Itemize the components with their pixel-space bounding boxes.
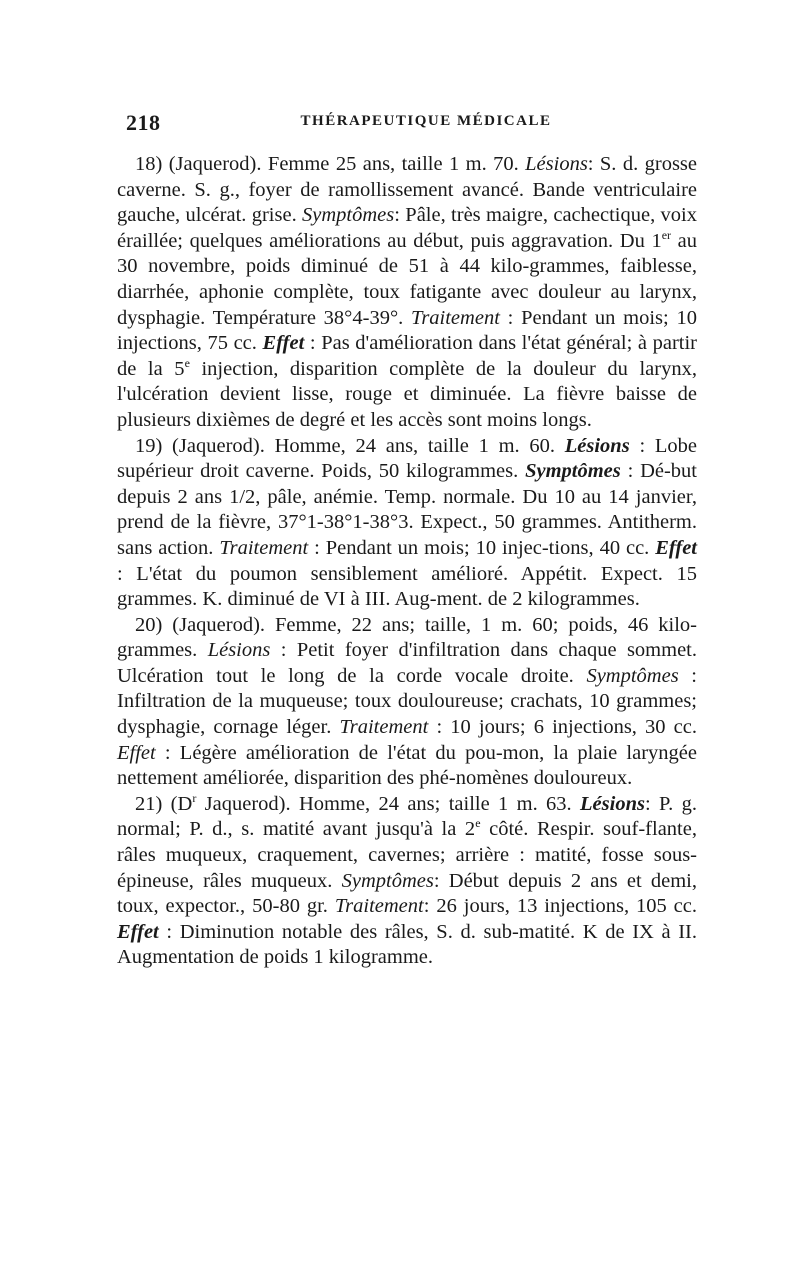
running-head: THÉRAPEUTIQUE MÉDICALE: [300, 113, 552, 129]
body-text: [117, 152, 697, 971]
traitement-label: Traitement: [219, 536, 309, 559]
case-text: : Pas d'amélioration dans l'état général; à partir de la 5: [117, 332, 698, 380]
case-text: : Pendant un mois; 10 injections, 75 cc.: [117, 306, 697, 355]
case-20: [117, 613, 697, 792]
case-18: [117, 152, 697, 434]
superscript: er: [661, 227, 672, 242]
case-text: : 26 jours, 13 injections, 105 cc.: [423, 895, 698, 918]
case-text: : Début depuis 2 ans et demi, toux, expector., 50-80 gr.: [117, 869, 697, 918]
traitement-label: Traitement: [339, 716, 429, 739]
case-text: : Lobe supérieur droit caverne. Poids, 50 kilogrammes.: [117, 434, 697, 483]
page-header: [126, 110, 696, 140]
superscript: e: [475, 816, 481, 831]
case-19: [117, 434, 697, 613]
case-text: : S. d. grosse caverne. S. g., foyer de ramollissement avancé. Bande ventriculaire gauche, ulcérat. grise.: [117, 153, 697, 227]
case-text: 20) (Jaquerod). Femme, 22 ans; taille, 1 m. 60; poids, 46 kilo-grammes.: [117, 613, 697, 662]
symptomes-label: Symptômes: [341, 869, 434, 892]
case-text: 19) (Jaquerod). Homme, 24 ans, taille 1 m. 60.: [135, 434, 565, 457]
symptomes-label: Symptômes: [525, 460, 621, 483]
case-text: : Petit foyer d'infiltration dans chaque sommet. Ulcération tout le long de la corde vocale droite.: [117, 639, 697, 687]
case-text: injection, disparition complète de la douleur du larynx, l'ulcération devient lisse, rouge et diminuée. La fièvre baisse de plusieurs dixièmes de degré et les accès sont moins longs.: [117, 357, 697, 431]
symptomes-label: Symptômes: [586, 664, 679, 687]
case-text: au 30 novembre, poids diminué de 51 à 44 kilo-grammes, faiblesse, diarrhée, aphonie complète, toux fatigante avec douleur au larynx, dysphagie. Température 38°4-39°.: [117, 229, 697, 329]
lesions-label: Lésions: [580, 792, 645, 815]
case-text: Jaquerod). Homme, 24 ans; taille 1 m. 63.: [196, 792, 581, 815]
case-text: : L'état du poumon sensiblement amélioré. Appétit. Expect. 15 grammes. K. diminué de VI à III. Aug-ment. de 2 kilogrammes.: [117, 562, 697, 611]
traitement-label: Traitement: [334, 895, 424, 918]
effet-label: Effet: [117, 920, 159, 943]
case-text: : Pendant un mois; 10 injec-tions, 40 cc.: [308, 536, 656, 559]
case-21: [117, 792, 697, 971]
lesions-label: Lésions: [525, 153, 588, 175]
case-text: : Diminution notable des râles, S. d. sub-matité. K de IX à II. Augmentation de poids 1 kilogramme.: [117, 920, 697, 969]
case-text: côté. Respir. souf-flante, râles muqueux, craquement, cavernes; arrière : matité, fosse sous-épineuse, râles muqueux.: [117, 818, 697, 892]
case-text: : 10 jours; 6 injections, 30 cc.: [428, 716, 697, 739]
case-text: 21) (D: [135, 792, 193, 815]
case-text: : Dé-but depuis 2 ans 1/2, pâle, anémie. Temp. normale. Du 10 au 14 janvier, prend de la fièvre, 37°1-38°1-38°3. Expect., 50 grammes. Antitherm. sans action.: [117, 460, 697, 559]
traitement-label: Traitement: [411, 306, 500, 329]
case-text: : Légère amélioration de l'état du pou-mon, la plaie laryngée nettement améliorée, disparition des phé-nomènes douloureux.: [117, 741, 697, 790]
superscript: e: [184, 355, 190, 370]
symptomes-label: Symptômes: [302, 204, 395, 227]
lesions-label: Lésions: [207, 639, 271, 662]
superscript: r: [192, 791, 197, 806]
case-text: : P. g. normal; P. d., s. matité avant jusqu'à la 2: [117, 792, 697, 841]
effet-label: Effet: [262, 332, 305, 355]
case-text: 18) (Jaquerod). Femme 25 ans, taille 1 m. 70.: [135, 153, 526, 175]
case-text: : Infiltration de la muqueuse; toux douloureuse; crachats, 10 grammes; dysphagie, cornage léger.: [117, 664, 697, 739]
case-text: : Pâle, très maigre, cachectique, voix éraillée; quelques améliorations au début, puis aggravation. Du 1: [117, 204, 697, 252]
lesions-label: Lésions: [564, 434, 630, 457]
page-number: 218: [126, 110, 161, 135]
effet-label: Effet: [117, 741, 156, 764]
effet-label: Effet: [655, 536, 697, 559]
